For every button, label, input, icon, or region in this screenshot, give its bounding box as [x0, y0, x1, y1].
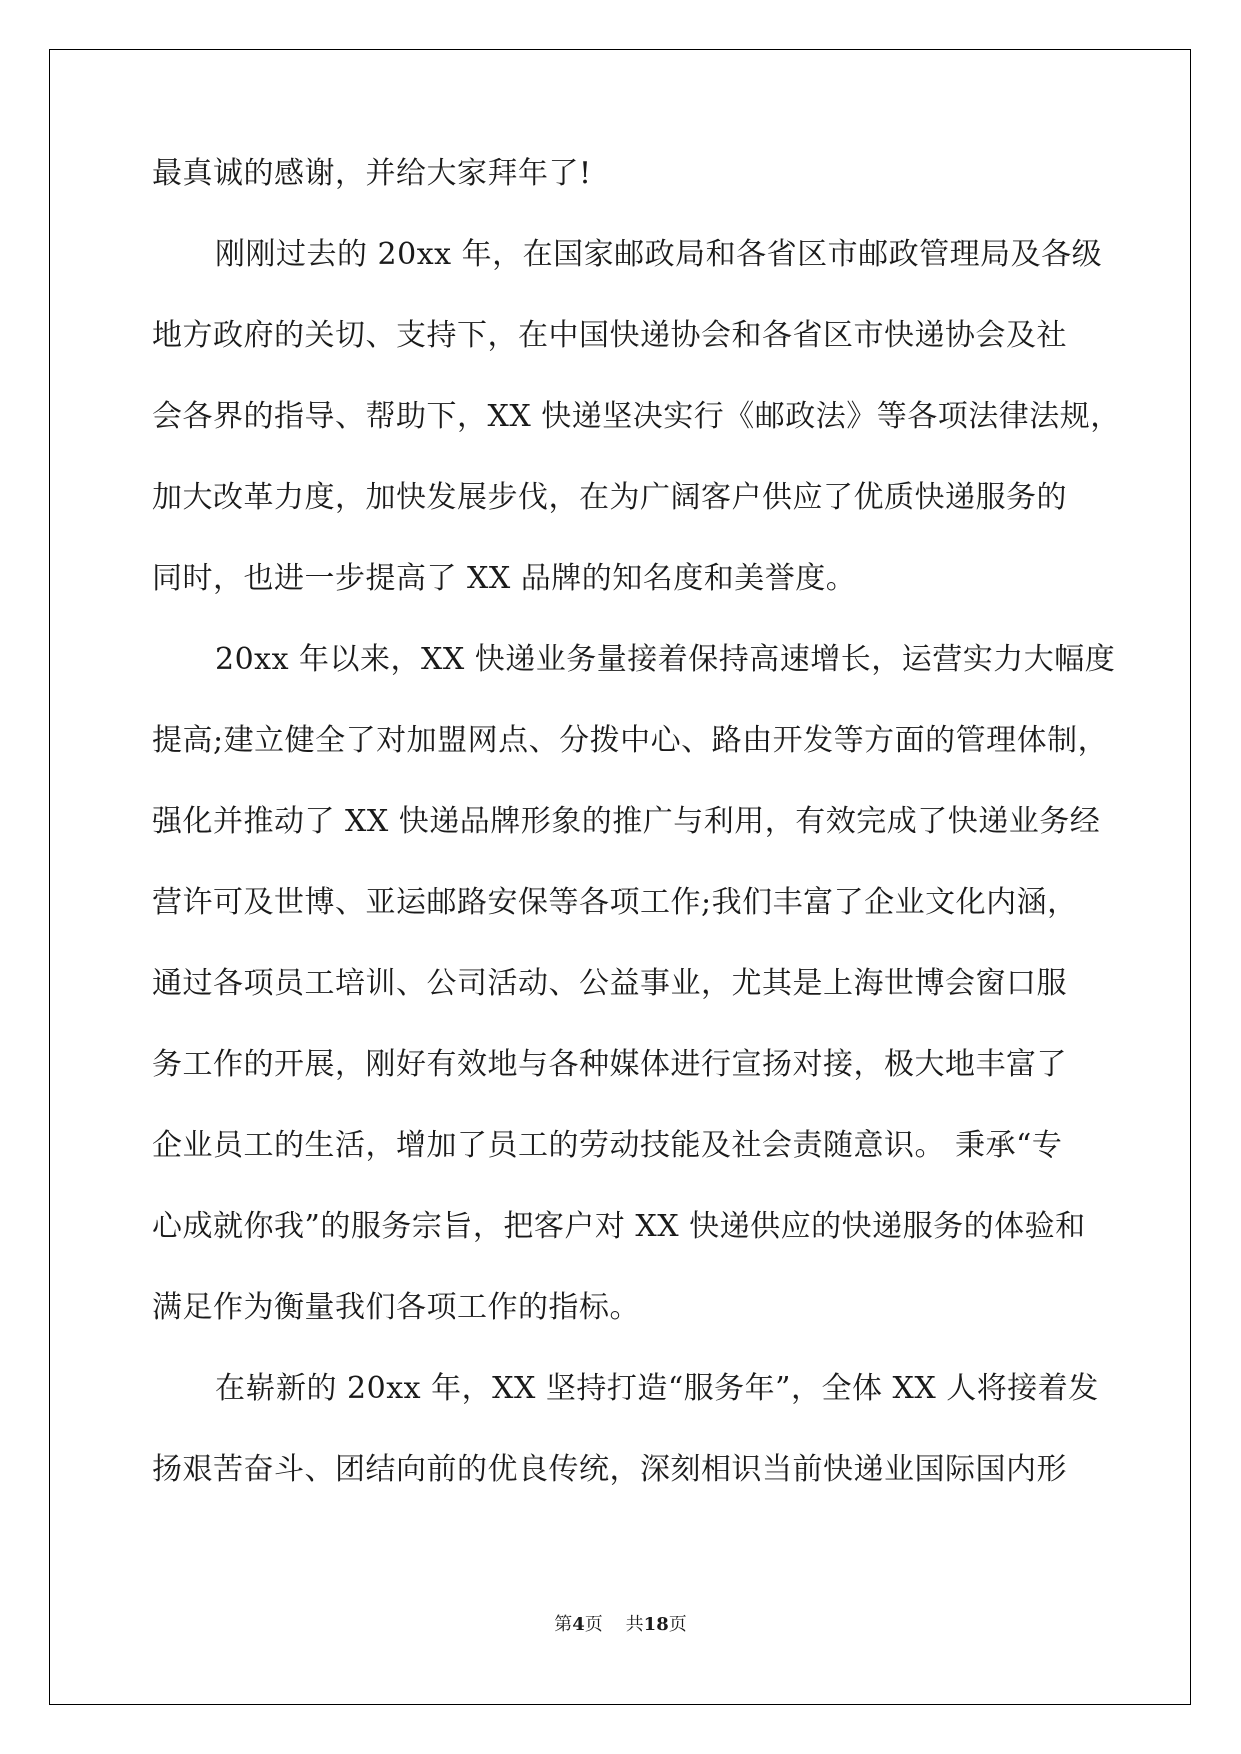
- total-pages-number: 18: [643, 1614, 669, 1635]
- text-line: 强化并推动了 XX 快递品牌形象的推广与利用，有效完成了快递业务经: [152, 804, 1101, 839]
- text-line: 心成就你我”的服务宗旨，把客户对 XX 快递供应的快递服务的体验和: [152, 1209, 1086, 1244]
- document-body: [152, 156, 1121, 1534]
- text-line: 务工作的开展，刚好有效地与各种媒体进行宣扬对接，极大地丰富了: [152, 1047, 1067, 1082]
- footer-page-unit: 页: [584, 1614, 603, 1635]
- footer-total-prefix: 共: [625, 1614, 644, 1635]
- current-page-number: 4: [572, 1614, 585, 1635]
- footer-total-unit: 页: [668, 1614, 687, 1635]
- text-line: 扬艰苦奋斗、团结向前的优良传统，深刻相识当前快递业国际国内形: [152, 1452, 1067, 1487]
- text-line: 提高;建立健全了对加盟网点、分拨中心、路由开发等方面的管理体制，: [152, 723, 1109, 758]
- text-line: 满足作为衡量我们各项工作的指标。: [152, 1290, 640, 1325]
- text-line: 地方政府的关切、支持下，在中国快递协会和各省区市快递协会及社: [152, 318, 1067, 353]
- text-line: 会各界的指导、帮助下，XX 快递坚决实行《邮政法》等各项法律法规，: [152, 399, 1121, 434]
- text-line: 营许可及世博、亚运邮路安保等各项工作;我们丰富了企业文化内涵，: [152, 885, 1078, 920]
- text-line: 最真诚的感谢，并给大家拜年了!: [152, 156, 592, 191]
- text-line: 加大改革力度，加快发展步伐，在为广阔客户供应了优质快递服务的: [152, 480, 1067, 515]
- text-line: 在崭新的 20xx 年，XX 坚持打造“服务年”，全体 XX 人将接着发: [215, 1371, 1099, 1406]
- footer-prefix: 第: [554, 1614, 573, 1635]
- text-line: 企业员工的生活，增加了员工的劳动技能及社会责随意识。 秉承“专: [152, 1128, 1063, 1163]
- page-footer: [0, 1610, 1241, 1636]
- text-line: 20xx 年以来，XX 快递业务量接着保持高速增长，运营实力大幅度: [215, 642, 1116, 677]
- text-line: 刚刚过去的 20xx 年，在国家邮政局和各省区市邮政管理局及各级: [215, 237, 1103, 272]
- text-line: 通过各项员工培训、公司活动、公益事业，尤其是上海世博会窗口服: [152, 966, 1067, 1001]
- text-line: 同时，也进一步提高了 XX 品牌的知名度和美誉度。: [152, 561, 857, 596]
